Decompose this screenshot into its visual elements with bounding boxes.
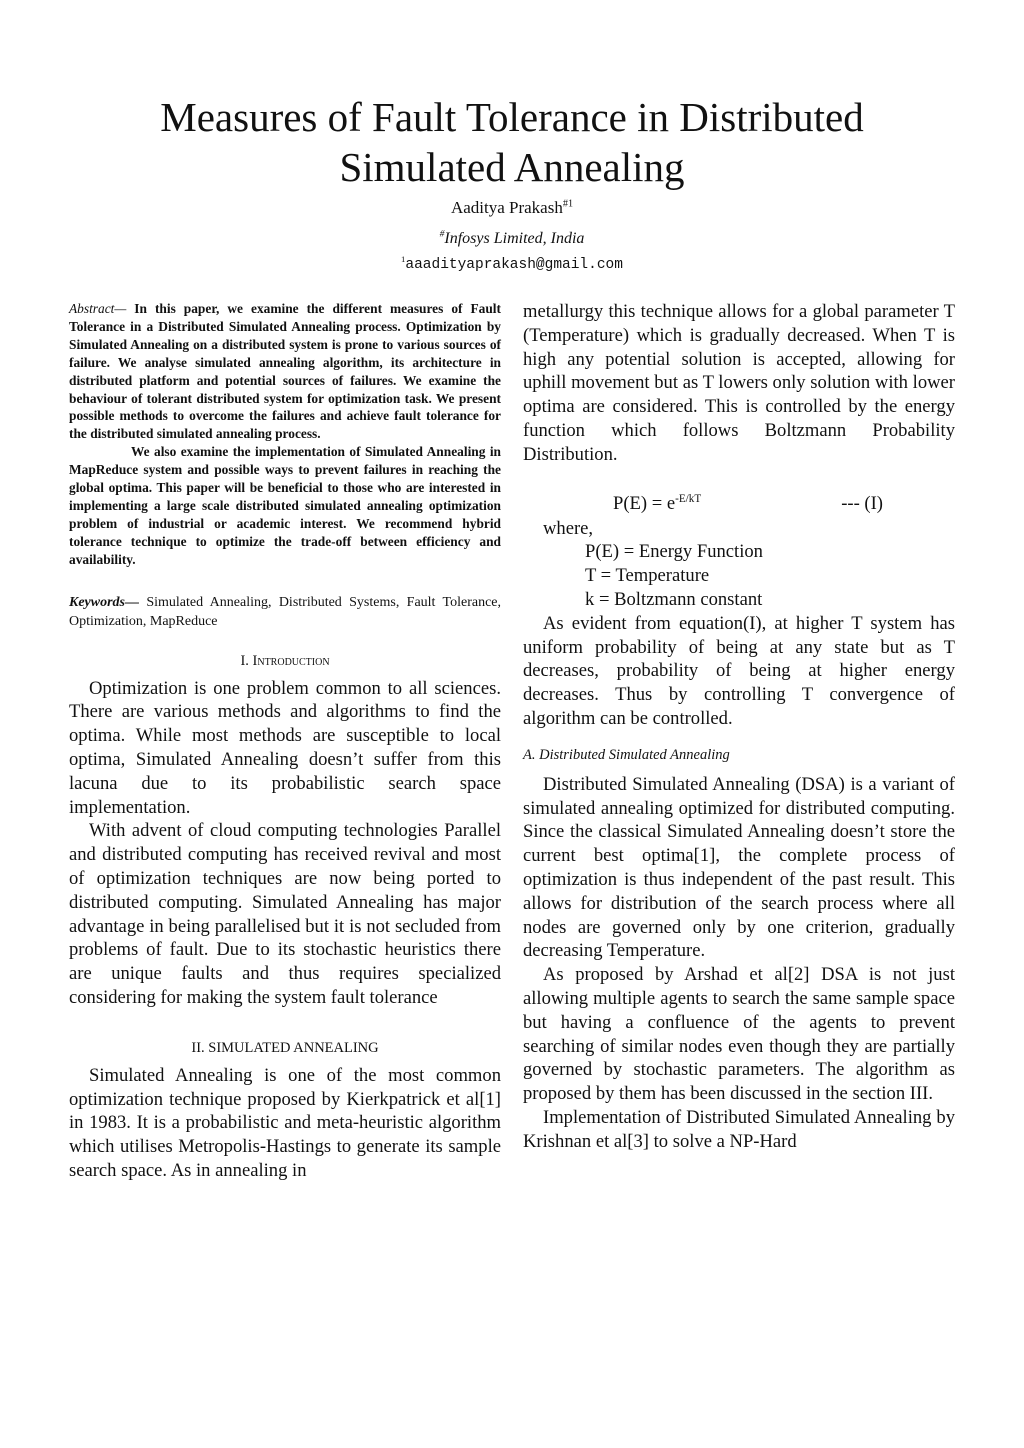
definition-energy-function: P(E) = Energy Function	[585, 541, 763, 563]
abstract-paragraph-2: We also examine the implementation of Simulated Annealing in MapReduce system and possible ways to prevent failures in reaching the global optima. This paper will be beneficial to those who are interested in implementing a large scale distributed simulated annealing optimization problem of industrial or academic interest. We recommend hybrid tolerance technique to optimize the trade-off between efficiency and availability.	[69, 444, 501, 567]
title-line-1: Measures of Fault Tolerance in Distributed	[160, 94, 864, 140]
sa-paragraph-2: As evident from equation(I), at higher T system has uniform probability of being at any state but as T decreases, probability of being at higher energy decreases. Thus by controlling T convergence of algorithm can be controlled.	[523, 612, 955, 729]
author-superscript: #1	[562, 198, 574, 210]
intro-paragraph-1: Optimization is one problem common to all sciences. There are various methods and algorithms to find the optima. While most methods are susceptible to local optima, Simulated Annealing doesn’t suffer from this lacuna due to its probabilistic search space implementation.	[69, 677, 501, 818]
section-heading-introduction: I. Introduction	[240, 652, 330, 669]
equation-where: where,	[543, 517, 594, 539]
email-superscript: 1	[401, 254, 406, 265]
author-line	[0, 196, 1024, 220]
definition-boltzmann-constant: k = Boltzmann constant	[585, 588, 763, 610]
title-line-2: Simulated Annealing	[339, 144, 685, 190]
equation-lhs: P(E) = e	[613, 492, 676, 514]
keywords	[69, 593, 501, 631]
abstract	[69, 300, 501, 569]
affiliation-line	[0, 228, 1024, 250]
equation-1	[523, 491, 955, 517]
abstract-label: Abstract—	[69, 301, 127, 316]
dsa-paragraph-2: As proposed by Arshad et al[2] DSA is not just allowing multiple agents to search the same sample space but having a confluence of the agents to prevent searching of similar nodes even though they are partially governed by stochastic parameters. The algorithm as proposed by them has been discussed in the section III.	[523, 964, 955, 1105]
sa-paragraph-1-continued: metallurgy this technique allows for a global parameter T (Temperature) which is gradually decreased. When T is high any potential solution is accepted, allowing for uphill movement but as T lowers only solution with lower optima are considered. This is controlled by the energy function which follows Boltzmann Probability Distribution.	[523, 301, 955, 465]
right-column	[523, 300, 955, 1154]
definition-temperature: T = Temperature	[585, 565, 710, 587]
affiliation-superscript: #	[439, 228, 445, 240]
equation-definitions	[523, 540, 955, 611]
email-line	[0, 253, 1024, 276]
sa-paragraph-1: Simulated Annealing is one of the most common optimization technique proposed by Kierkpatrick et al[1] in 1983. It is a probabilistic and meta-heuristic algorithm which utilises Metropolis-Hastings to generate its sample search space. As in annealing in	[69, 1064, 501, 1181]
dsa-paragraph-1: Distributed Simulated Annealing (DSA) is a variant of simulated annealing optimized for distributed computing. Since the classical Simulated Annealing doesn’t store the current best optima[1], the complete process of optimization is thus independent of the past result. This allows for distribution of the search process where all nodes are governed only by one criterion, gradually decreasing Temperature.	[523, 773, 955, 962]
keywords-text: Simulated Annealing, Distributed Systems, Fault Tolerance, Optimization, MapReduce	[69, 594, 501, 629]
equation-number: --- (I)	[841, 492, 883, 514]
paper-title	[60, 92, 964, 192]
affiliation: Infosys Limited, India	[444, 230, 585, 247]
left-column	[69, 300, 501, 1183]
abstract-paragraph-1: In this paper, we examine the different measures of Fault Tolerance in a Distributed Simulated Annealing process. Optimization by Simulated Annealing on a distributed system is prone to various sources of failure. We analyse simulated annealing algorithm, its architecture in distributed platform and potential sources of failures. We examine the behaviour of tolerant distributed system for optimization task. We present possible methods to overcome the failures and achieve fault tolerance for the distributed simulated annealing process.	[69, 301, 501, 442]
section-heading-simulated-annealing: II. SIMULATED ANNEALING	[191, 1039, 379, 1056]
dsa-paragraph-3: Implementation of Distributed Simulated Annealing by Krishnan et al[3] to solve a NP-Hard	[523, 1106, 955, 1152]
equation-exponent: -E/kT	[675, 492, 702, 505]
author-email: aaadityaprakash@gmail.com	[405, 257, 623, 273]
author-name: Aaditya Prakash	[450, 198, 563, 217]
intro-paragraph-2: With advent of cloud computing technologies Parallel and distributed computing has received revival and most of optimization techniques are now being ported to distributed computing. Simulated Annealing has major advantage in being parallelised but it is not secluded from problems of fault. Due to its stochastic heuristics there are unique faults and thus requires specialized considering for making the system fault tolerance	[69, 820, 501, 1008]
subsection-heading-dsa: A. Distributed Simulated Annealing	[523, 746, 730, 763]
equation-expression	[613, 491, 701, 517]
keywords-label: Keywords—	[69, 594, 139, 610]
